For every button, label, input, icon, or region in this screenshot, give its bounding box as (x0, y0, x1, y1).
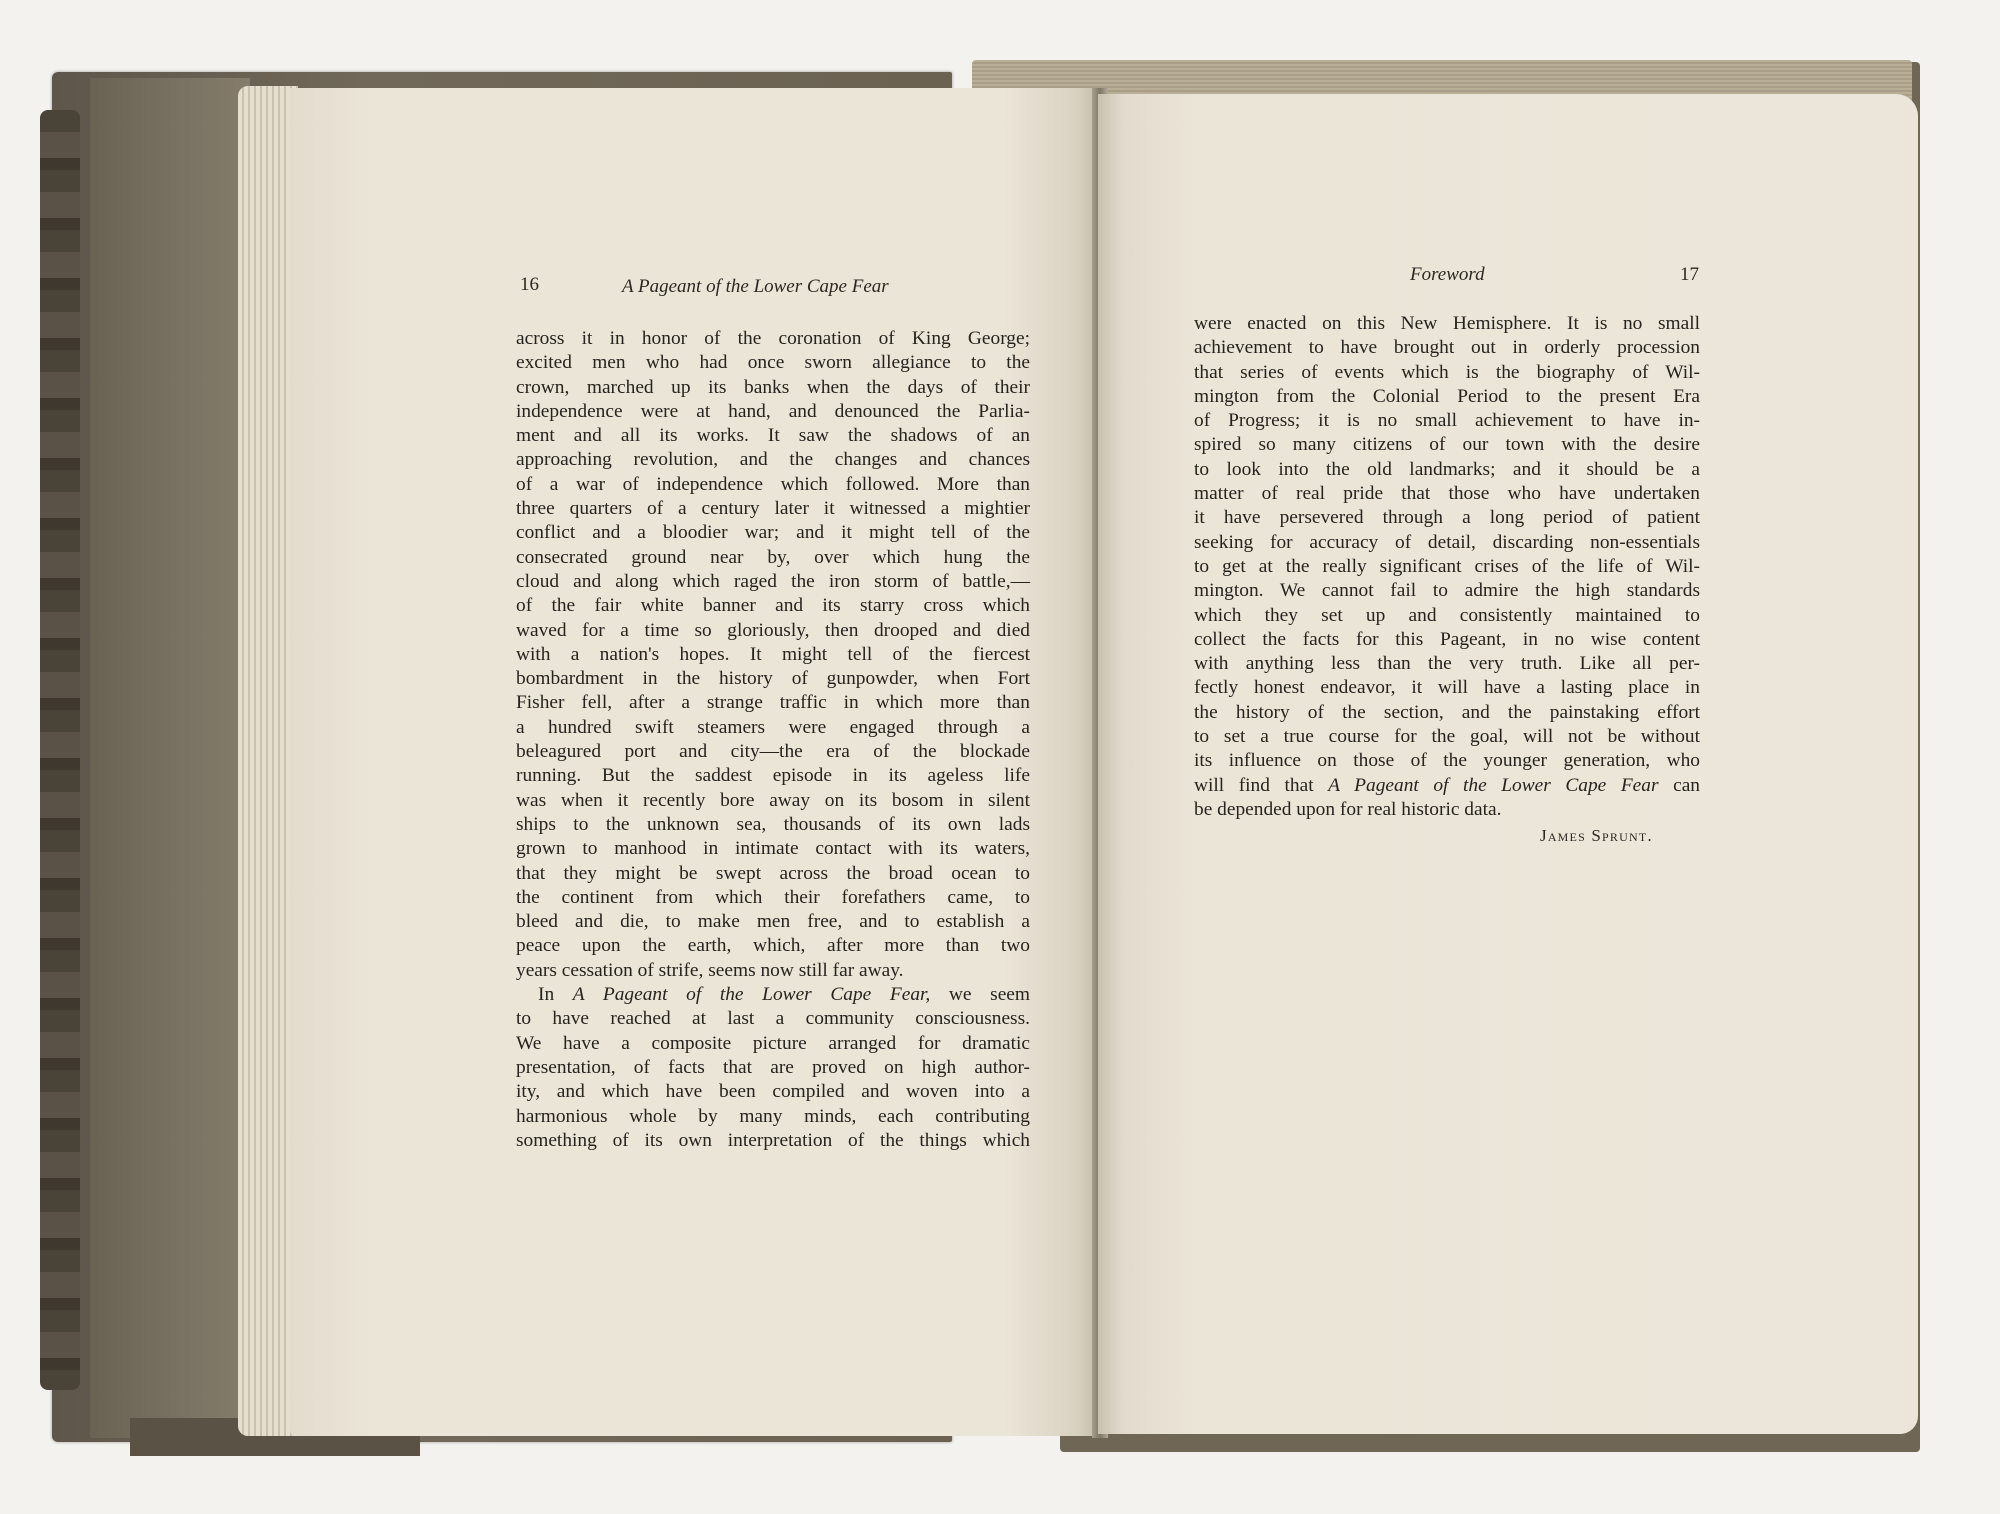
right-page-number: 17 (1680, 264, 1699, 285)
text-line: with anything less than the very truth. Like all per- (1194, 653, 1700, 675)
text-line: We have a composite picture arranged for dramatic (516, 1032, 1030, 1054)
left-page (290, 88, 1102, 1436)
text-line: independence were at hand, and denounced the Parlia- (516, 400, 1030, 422)
right-page (1098, 94, 1918, 1434)
text-line: waved for a time so gloriously, then drooped and died (516, 619, 1030, 641)
left-running-title: A Pageant of the Lower Cape Fear (622, 276, 889, 297)
text-line-with-title (1194, 774, 1700, 798)
text-line: was when it recently bore away on its bosom in silent (516, 789, 1030, 811)
text-line: grown to manhood in intimate contact with its waters, (516, 838, 1030, 860)
text-line: running. But the saddest episode in its ageless life (516, 765, 1030, 787)
text-line: to set a true course for the goal, will not be without (1194, 726, 1700, 748)
right-running-head (1680, 264, 1699, 286)
text-line: harmonious whole by many minds, each contributing (516, 1105, 1030, 1127)
text-line: it have persevered through a long period of patient (1194, 507, 1700, 529)
text-line: bleed and die, to make men free, and to establish a (516, 911, 1030, 933)
text-line: mington from the Colonial Period to the present Era (1194, 385, 1700, 407)
italic-book-title: A Pageant of the Lower Cape Fear (1328, 774, 1659, 796)
text-line: were enacted on this New Hemisphere. It is no small (1194, 313, 1700, 334)
right-running-title: Foreword (1410, 264, 1485, 285)
text-line: that they might be swept across the broad ocean to (516, 862, 1030, 884)
text-fragment: can (1658, 774, 1700, 796)
paragraph-start-line (516, 983, 1030, 1007)
text-line: conflict and a bloodier war; and it might tell of the (516, 522, 1030, 544)
text-line: with a nation's hopes. It might tell of the fiercest (516, 643, 1030, 665)
text-line: be depended upon for real historic data. (1194, 798, 1502, 820)
text-fragment: In (538, 984, 573, 1006)
text-line: presentation, of facts that are proved on high author- (516, 1056, 1030, 1078)
cover-board (90, 78, 250, 1438)
text-line: to get at the really significant crises of the life of Wil- (1194, 555, 1700, 577)
left-body-text (516, 327, 1030, 1153)
text-line: seeking for accuracy of detail, discarding non-essentials (1194, 531, 1700, 553)
left-running-title-container (622, 276, 889, 298)
text-line: something of its own interpretation of the things which (516, 1129, 1030, 1151)
text-line: of the fair white banner and its starry cross which (516, 595, 1030, 617)
text-line: collect the facts for this Pageant, in no wise content (1194, 628, 1700, 650)
left-running-head (520, 274, 539, 296)
text-line: excited men who had once sworn allegiance to the (516, 352, 1030, 374)
worn-cover-edge (40, 110, 80, 1390)
italic-book-title: A Pageant of the Lower Cape Fear, (572, 984, 931, 1006)
text-fragment: will find that (1194, 774, 1329, 796)
right-body-text (1194, 312, 1700, 822)
text-line: crown, marched up its banks when the days of their (516, 376, 1030, 398)
text-fragment: we seem (930, 984, 1030, 1006)
text-line: spired so many citizens of our town with the desire (1194, 434, 1700, 456)
text-line: a hundred swift steamers were engaged through a (516, 716, 1030, 738)
text-line: across it in honor of the coronation of King George; (516, 328, 1030, 349)
text-line: to have reached at last a community consciousness. (516, 1008, 1030, 1030)
text-line: ment and all its works. It saw the shadows of an (516, 425, 1030, 447)
right-running-title-container (1410, 264, 1485, 286)
text-line: bombardment in the history of gunpowder, when Fort (516, 668, 1030, 690)
text-line: its influence on those of the younger generation, who (1194, 750, 1700, 772)
text-line: the continent from which their forefathers came, to (516, 886, 1030, 908)
text-line: that series of events which is the biography of Wil- (1194, 361, 1700, 383)
text-line: beleagured port and city—the era of the blockade (516, 741, 1030, 763)
text-line: ity, and which have been compiled and woven into a (516, 1081, 1030, 1103)
text-line: consecrated ground near by, over which hung the (516, 546, 1030, 568)
text-line: years cessation of strife, seems now still far away. (516, 959, 904, 981)
text-line: mington. We cannot fail to admire the high standards (1194, 580, 1700, 602)
text-line: of Progress; it is no small achievement to have in- (1194, 410, 1700, 432)
text-line: the history of the section, and the painstaking effort (1194, 701, 1700, 723)
text-line: of a war of independence which followed. More than (516, 473, 1030, 495)
left-page-number: 16 (520, 274, 539, 295)
text-line: Fisher fell, after a strange traffic in which more than (516, 692, 1030, 714)
text-line: fectly honest endeavor, it will have a lasting place in (1194, 677, 1700, 699)
text-line: to look into the old landmarks; and it should be a (1194, 458, 1700, 480)
text-line: peace upon the earth, which, after more than two (516, 935, 1030, 957)
text-line: three quarters of a century later it witnessed a mightier (516, 498, 1030, 520)
text-line: achievement to have brought out in orderly procession (1194, 337, 1700, 359)
text-line: which they set up and consistently maintained to (1194, 604, 1700, 626)
text-line: approaching revolution, and the changes and chances (516, 449, 1030, 471)
text-line: cloud and along which raged the iron storm of battle,— (516, 570, 1030, 592)
author-signature: James Sprunt. (1540, 826, 1653, 845)
deckle-page-edges (238, 86, 298, 1436)
text-line: ships to the unknown sea, thousands of its own lads (516, 813, 1030, 835)
text-line: matter of real pride that those who have undertaken (1194, 483, 1700, 505)
